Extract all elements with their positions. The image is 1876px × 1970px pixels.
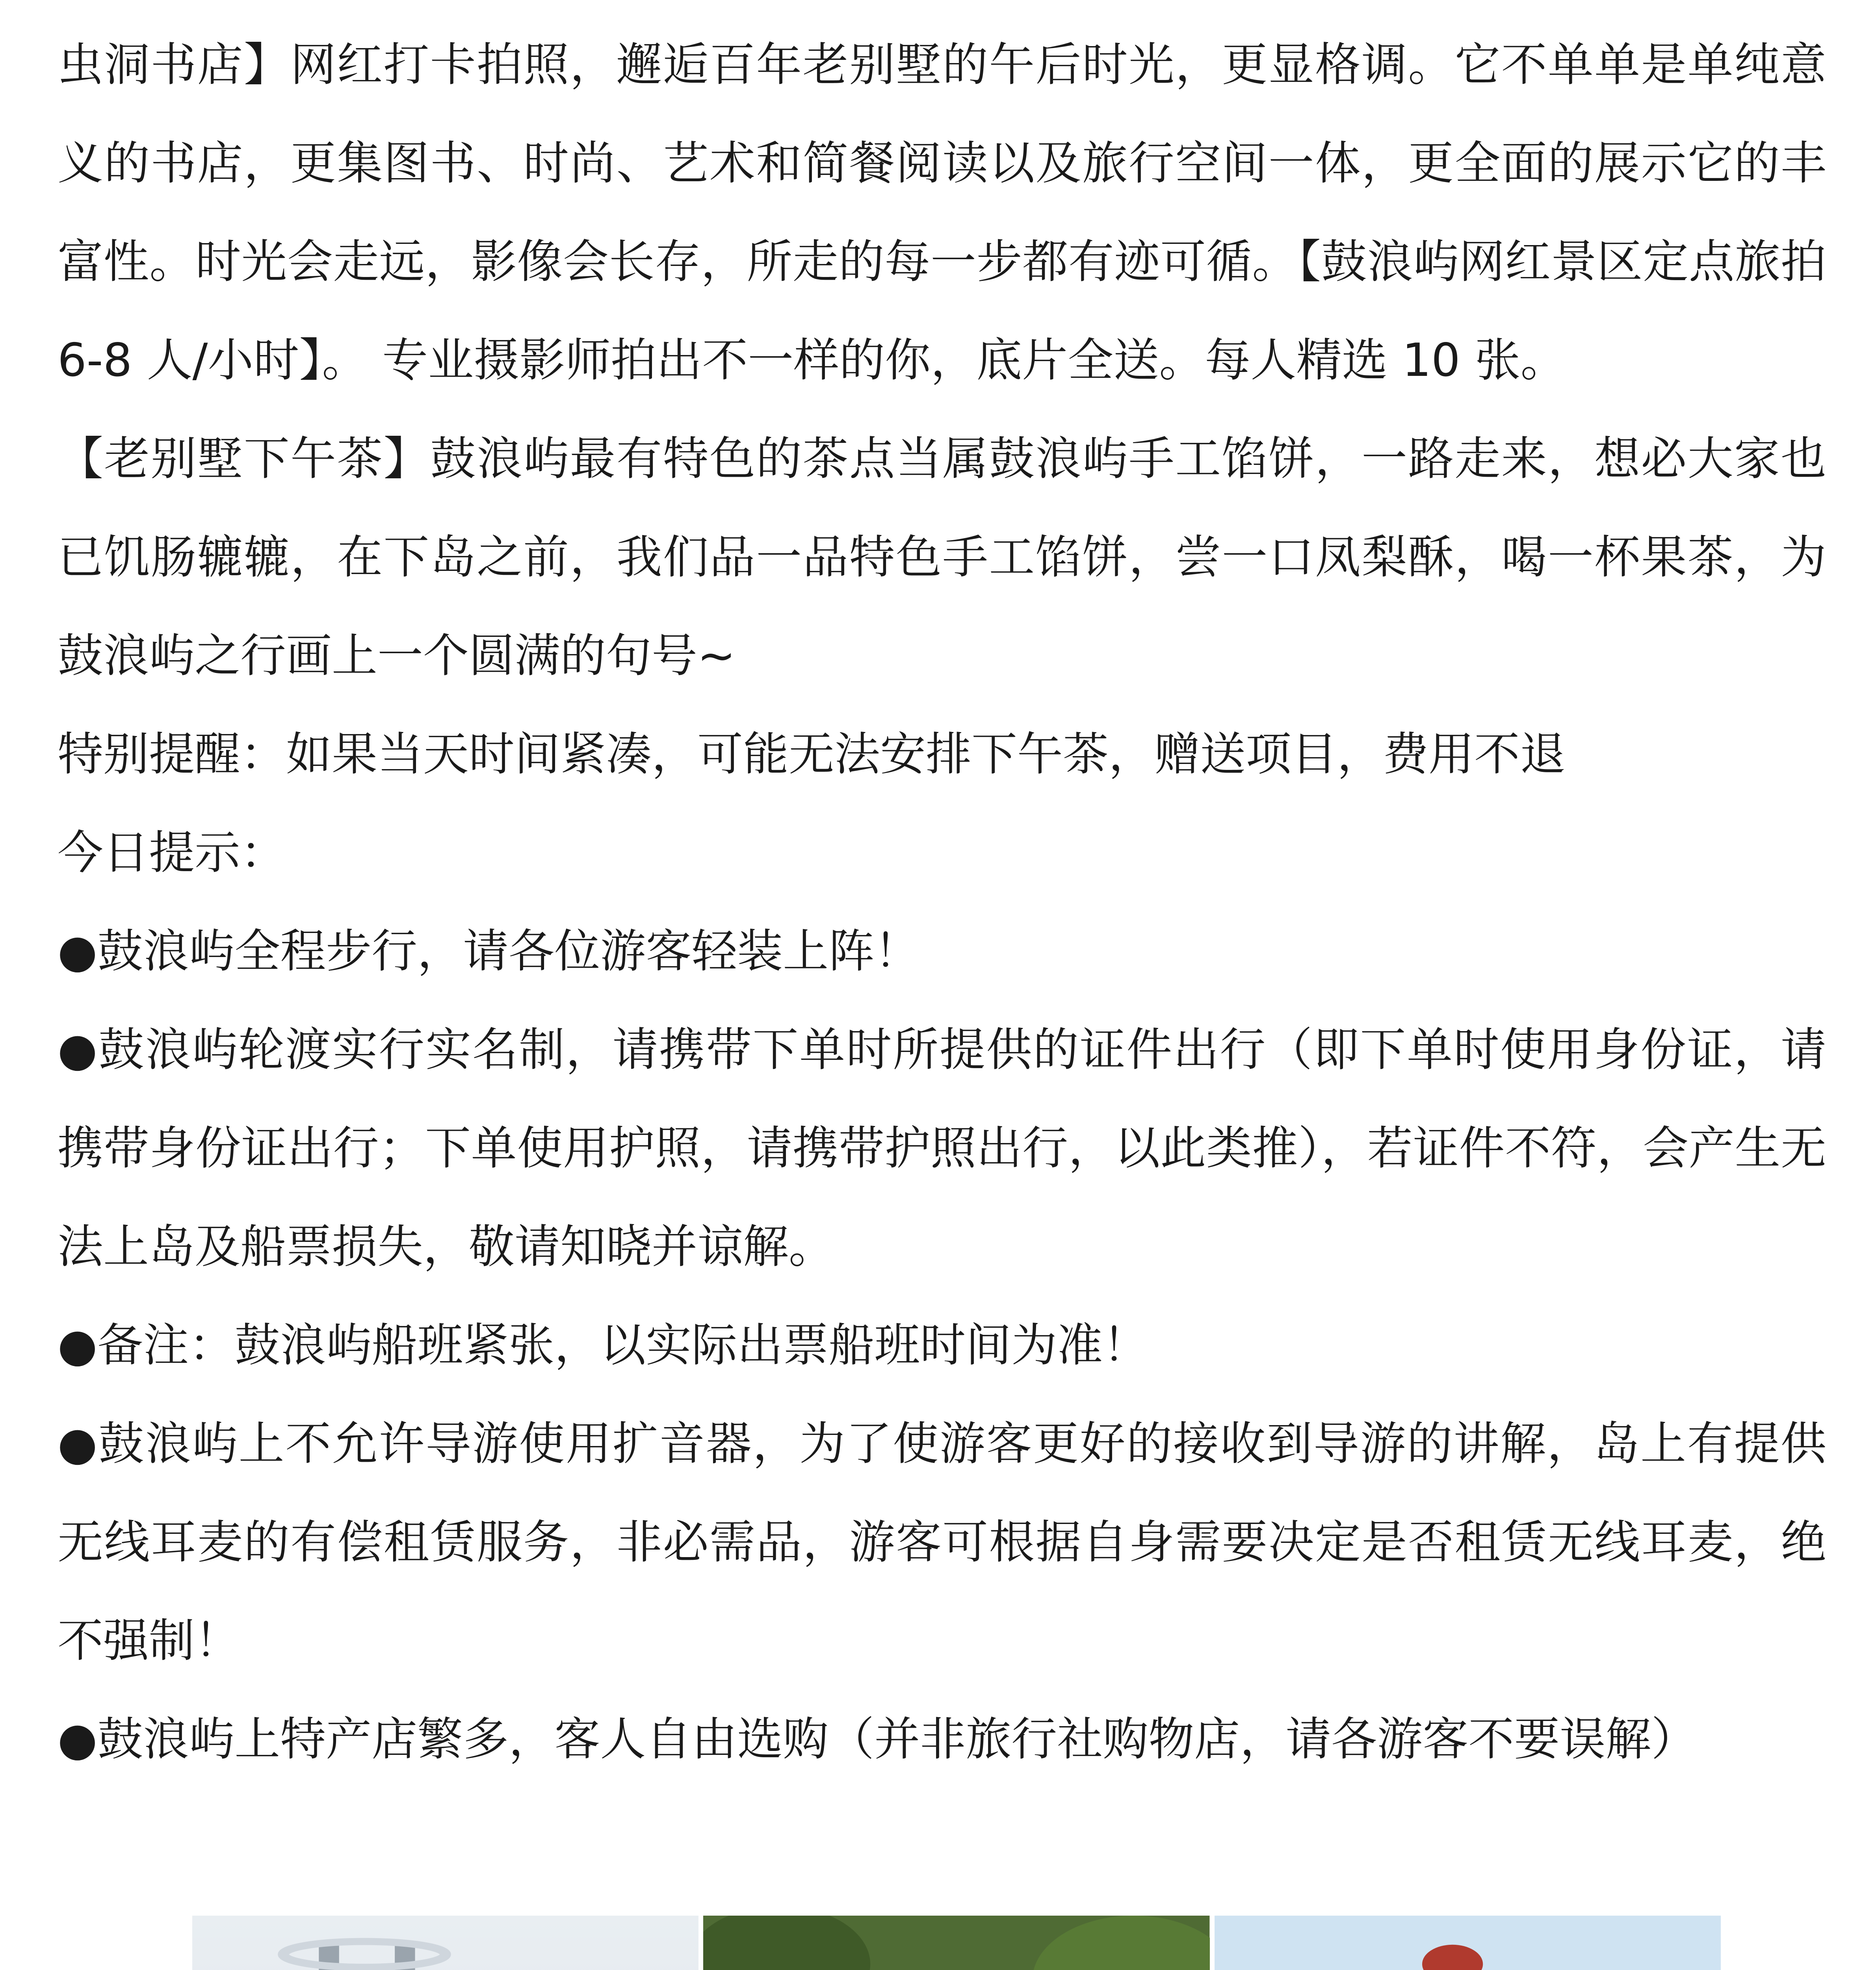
paragraph-bookstore: 虫洞书店】网红打卡拍照，邂逅百年老别墅的午后时光，更显格调。它不单单是单纯意义的书店，更集图书、时尚、艺术和简餐阅读以及旅行空间一体，更全面的展示它的丰富性。时光会走远，影像会长存，所走的每一步都有迹可循。【鼓浪屿网红景区定点旅拍 6-8 人/小时】。 专业摄影师拍出不一样的你，底片全送。每人精选 10 张。: [58, 38, 1826, 387]
tip-ferry-id: ●鼓浪屿轮渡实行实名制，请携带下单时所提供的证件出行（即下单时使用身份证，请携带身份证出行；下单使用护照，请携带护照出行，以此类推），若证件不符，会产生无法上岛及船票损失，敬请知晓并谅解。: [58, 1023, 1826, 1273]
paragraph-special-reminder: 特别提醒：如果当天时间紧凑，可能无法安排下午茶，赠送项目，费用不退: [58, 728, 1566, 781]
photo-villa-street: [703, 1916, 1209, 1970]
paragraph-afternoon-tea: 【老别墅下午茶】鼓浪屿最有特色的茶点当属鼓浪屿手工馅饼，一路走来，想必大家也已饥肠辘辘，在下岛之前，我们品一品特色手工馅饼，尝一口凤梨酥，喝一杯果茶，为鼓浪屿之行画上一个圆满的句号~: [58, 432, 1826, 682]
tip-ferry-schedule: ●备注：鼓浪屿船班紧张，以实际出票船班时间为准！: [58, 1319, 1149, 1372]
itinerary-text: [58, 16, 1826, 1789]
photo-strip: [192, 1916, 1721, 1970]
tip-specialty-shops: ●鼓浪屿上特产店繁多，客人自由选购（并非旅行社购物店，请各游客不要误解）: [58, 1713, 1697, 1766]
photo-spiral-tower: [192, 1916, 698, 1970]
photo-island-seaside: [1215, 1916, 1721, 1970]
tip-walking: ●鼓浪屿全程步行，请各位游客轻装上阵！: [58, 925, 920, 978]
tip-earphone: ●鼓浪屿上不允许导游使用扩音器，为了使游客更好的接收到导游的讲解，岛上有提供无线耳麦的有偿租赁服务，非必需品，游客可根据自身需要决定是否租赁无线耳麦，绝不强制！: [58, 1417, 1826, 1667]
paragraph-tips-heading: 今日提示：: [58, 826, 286, 879]
